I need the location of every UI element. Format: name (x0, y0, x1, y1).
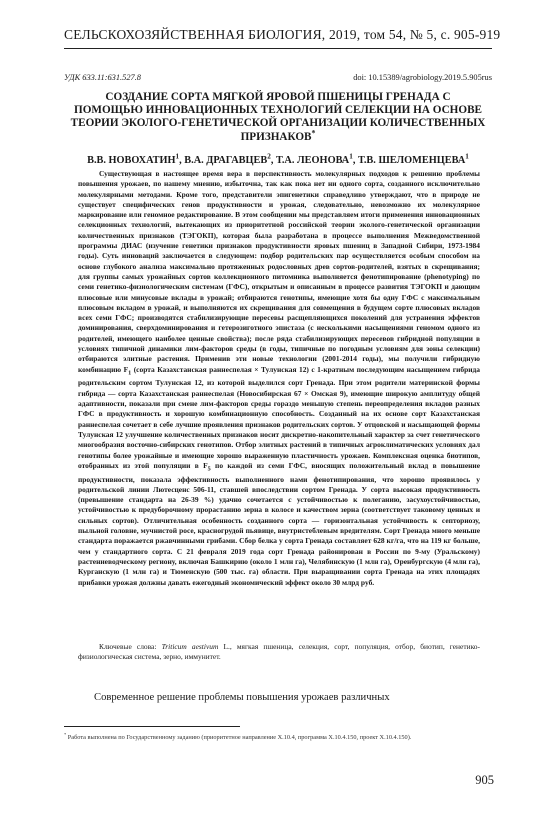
author-name: В.В. НОВОХАТИН (87, 155, 176, 166)
meta-row (64, 72, 492, 84)
article-title (70, 91, 486, 144)
doi-link[interactable]: doi: 10.15389/agrobiology.2019.5.905rus (353, 73, 492, 82)
keywords-text: L., мягкая пшеница, селекция, сорт, популяция, отбор, биотип, генетико-физиологическая система, зерно, иммунитет. (78, 642, 481, 662)
keywords-latin-name: Triticum aestivum (161, 642, 219, 651)
journal-header: СЕЛЬСКОХОЗЯЙСТВЕННАЯ БИОЛОГИЯ, 2019, том 54, № 5, с. 905-919 (64, 27, 501, 42)
page-number: 905 (475, 773, 494, 787)
keywords (78, 642, 480, 663)
author-name: Т.А. ЛЕОНОВА (276, 155, 350, 166)
generation-subscript: 5 (207, 465, 211, 473)
author-list: В.В. НОВОХАТИН$^1$, В.А. ДРАГАВЦЕВ$^2$, Т.А. ЛЕОНОВА$^1$, Т.В. ШЕЛОМЕНЦЕВА$^1$ (87, 152, 469, 166)
keywords-label: Ключевые слова: (99, 642, 157, 651)
title-footnote-mark: * (311, 127, 316, 137)
footnote-mark: * (64, 731, 67, 737)
author-affiliation: 2 (267, 152, 271, 161)
udk-code: УДК 633.11:631.527.8 (64, 73, 141, 82)
author-affiliation: 1 (175, 152, 180, 161)
abstract-text: по каждой из семи ГФС, вносящих положительный вклад в повышение продуктивности, показала эффективность выполненного нами фенотипирования, что хорошо проявилось у родительской линии Лютесценс 506-11, ставшей впоследствии сортом Гренада. У сорта высокая продуктивность (превышение стандарта на 26-39 %) удачно сочетается с устойчивостью к полеганию, засухоустойчивостью, устойчивостью к предуборочному прорастанию зерна в колосе и качеством зерна (соответствует таковому ценных и сильных сортов). Отличительная особенность созданного сорта — горизонтальная устойчивость к септориозу, пыльной головне, мучнистой росе, красногрудой пьявице, внутристеблевым вредителям. Сорт Гренада много меньше стандарта поражается ржавчинными грибами. Сбор белка у сорта Гренада составляет 628 кг/га, что на 119 кг больше, чем у стандартного сорта. С 21 февраля 2019 года сорт Гренада районирован в России по 9-му (Уральскому) растениеводческому региону, включая Башкирию (около 1 млн га), Челябинскую (1 млн га), Оренбургскую (4 млн га), Курганскую (1 млн га) и Тюменскую (500 тыс. га) области. При выращивании сорта Гренада на этих площадях прибавки урожая должны давать ежегодный экономический эффект около 30 млрд руб. (78, 460, 480, 587)
intro-paragraph: Современное решение проблемы повышения урожаев различных (94, 692, 390, 703)
author-affiliation: 1 (349, 152, 353, 161)
generation-subscript: 1 (128, 369, 132, 377)
author-affiliation: 1 (465, 152, 469, 161)
footnote-text: Работа выполнена по Государственному заданию (приоритетное направление X.10.4, программа X.10.4.150, проект X.10.4.150). (67, 734, 412, 741)
abstract (78, 169, 480, 588)
author-name: Т.В. ШЕЛОМЕНЦЕВА (358, 155, 466, 166)
footnote-rule (64, 726, 240, 727)
title-text: СОЗДАНИЕ СОРТА МЯГКОЙ ЯРОВОЙ ПШЕНИЦЫ ГРЕНАДА С ПОМОЩЬЮ ИННОВАЦИОННЫХ ТЕХНОЛОГИЙ СЕЛЕКЦИИ НА ОСНОВЕ ТЕОРИИ ЭКОЛОГО-ГЕНЕТИЧЕСКОЙ ОРГАНИЗАЦИИ КОЛИЧЕСТВЕННЫХ ПРИЗНАКОВ (70, 91, 486, 143)
header-rule (64, 48, 492, 49)
author-name: В.А. ДРАГАВЦЕВ (184, 155, 268, 166)
abstract-text: Существующая в настоящее время вера в перспективность молекулярных подходов к решению проблемы повышения урожаев, по нашему мнению, избыточна, так как пока нет ни одного сорта, созданного исключительно молекулярными методами. Кроме того, представители эпигенетики справедливо утверждают, что в природе не существует специфических генов продуктивности и урожая, следовательно, невозможно их молекулярное маркирование или геномное редактирование. В этом сообщении мы представляем итоги применения инновационных селекционных технологий, вытекающих из приоритетной российской теории эколого-генетической организации количественных признаков (ТЭГОКП), которая была разработана в процессе выполнения Межведомственной программы ДИАС (изучение генетики признаков продуктивности яровых пшениц в Западной Сибири, 1973-1984 годы). Суть инноваций заключается в следующем: подбор родительских пар осуществляется особым способом на основе глубокого анализа максимально протяженных родословных древ сортов-родителей, взятых в скрещивания; для группы самых урожайных сортов коллекционного питомника выполняется фенотипирование (phenotyping) по семи генетико-физиологическим системам (ГФС), открытым и описанным в процессе развития ТЭГОКП и дающим плюсовые или минусовые вклады в урожай; отбираются генотипы, имеющие хотя бы одну ГФС с максимальным плюсовым вкладом в урожай, и выполняются их скрещивания для совмещения в будущем сорте плюсовых вкладов всех семи ГФС; производятся стабилизирующие пересевы расщепляющихся поколений для устранения эффектов доминирования, сверхдоминирования и гетерозиготного эпистаза (с несколькими насыщениями геномом одного из родителей, имеющего наиболее ценные свойства); после ряда стабилизирующих пересевов гибридной популяции в условиях типичной динамики лим-факторов среды (в годы, типичные по погодным условиям для зоны селекции) отбираются элитные растения. Применив эти новые технологии (2001-2014 годы), мы получили гибридную комбинацию F (78, 169, 480, 374)
footnote (64, 733, 492, 742)
abstract-text: (сорта Казахстанская раннеспелая × Тулунская 12) с 1-кратным последующим насыщением гибрида родительским сортом Тулунская 12, из которой выделился сорт Гренада. При этом родители материнской формы гибрида — сорта Казахстанская раннеспелая (Новосибирская 67 × Омская 9), имеющие широкую амплитуду общей адаптивности, показали при смене лим-факторов среды гораздо меньшую степень переопределения вкладов разных ГФС в продуктивность и хорошую комбинационную способность. Созданный на их основе сорт Казахстанская раннеспелая сочетает в себе лучшие проявления признаков родительских сортов. У отцовской и насыщающей формы Тулунская 12 улучшение количественных признаков носит дискретно-накопительный характер за счет генетического многообразия восточно-сибирских генотипов. Отбор элитных растений в типичных агроклиматических условиях дал генотипы более урожайные и имеющие хорошо выраженную пластичность урожаев. Комплексная оценка биотипов, отобранных из этой популяции в F (78, 364, 480, 470)
